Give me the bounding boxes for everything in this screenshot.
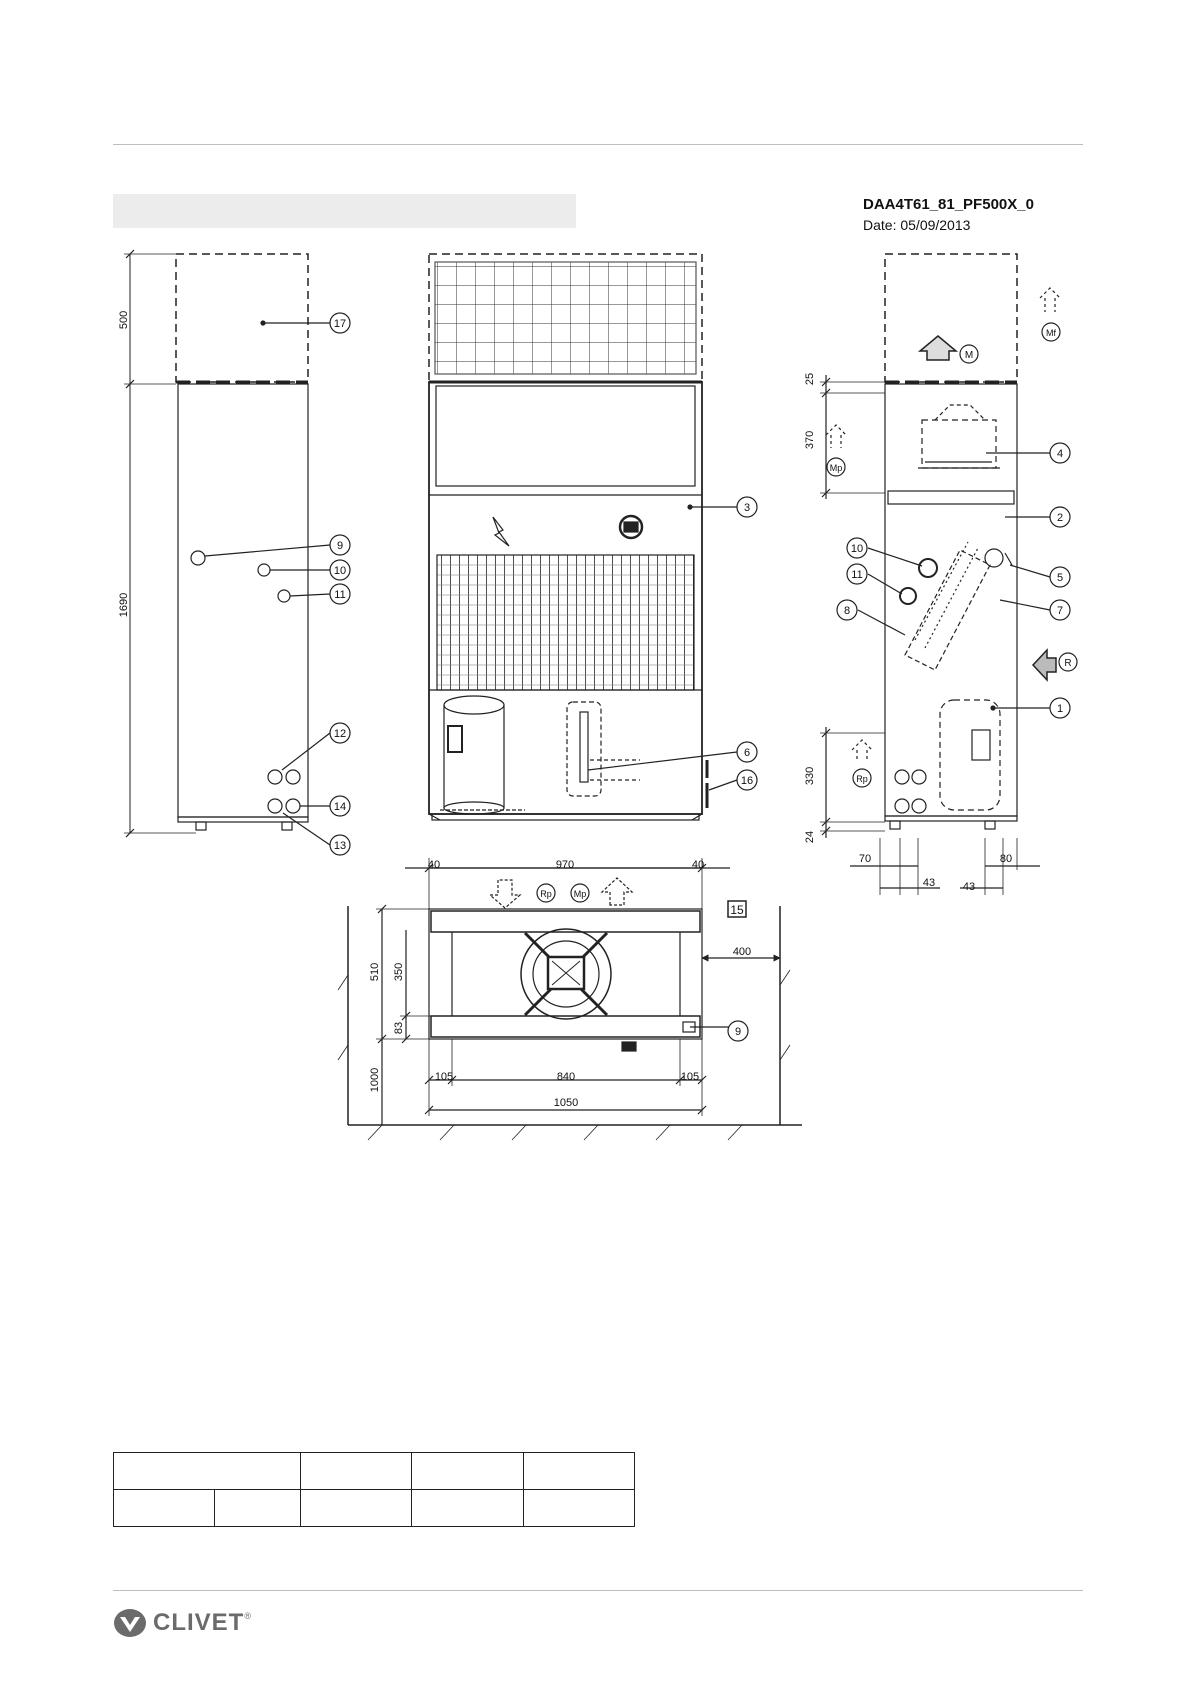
title-block-table: [113, 1452, 635, 1527]
dim-label: 500: [118, 310, 130, 330]
plan-box-label: 15: [730, 903, 744, 917]
air-label-m: M: [964, 350, 974, 361]
callout-label: 6: [743, 747, 751, 759]
brand-logo: [113, 1605, 251, 1641]
table-cell: [300, 1453, 411, 1490]
front-view: [429, 254, 737, 820]
brand-name: CLIVET: [153, 1609, 245, 1636]
table-cell: [412, 1453, 523, 1490]
dim-label: 350: [393, 962, 405, 982]
callout-label: 8: [843, 605, 851, 617]
table-cell: [114, 1490, 215, 1527]
dim-label: 370: [804, 430, 816, 450]
callout-label: 14: [333, 801, 347, 813]
dim-label: 83: [393, 1021, 405, 1035]
callout-label: 4: [1056, 448, 1064, 460]
callout-label: 12: [333, 728, 347, 740]
callout-label: 13: [333, 840, 347, 852]
callout-label: 11: [334, 589, 346, 601]
dim-label: 970: [555, 859, 575, 871]
callout-label: 9: [336, 540, 344, 552]
brand-mark: ®: [244, 1611, 251, 1621]
dim-label: 40: [691, 859, 705, 871]
dim-label: 1000: [369, 1067, 381, 1093]
dim-label: 40: [427, 859, 441, 871]
table-cell: [523, 1490, 634, 1527]
dim-label: 70: [858, 853, 872, 865]
callout-label: 10: [333, 565, 347, 577]
dim-label: 43: [962, 881, 976, 893]
air-label-mf: Mf: [1046, 328, 1056, 338]
drawing-code: DAA4T61_81_PF500X_0: [863, 196, 1034, 213]
callout-label: 3: [743, 502, 751, 514]
brand-logo-icon: [113, 1608, 147, 1638]
callout-label: 5: [1056, 572, 1064, 584]
dim-label: 510: [369, 962, 381, 982]
side-view-left: [124, 250, 330, 845]
plan-air-label-rp: Rp: [540, 889, 552, 899]
table-cell: [412, 1490, 523, 1527]
dim-label: 105: [680, 1071, 700, 1083]
air-label-rp: Rp: [856, 774, 868, 784]
callout-label: 7: [1056, 605, 1064, 617]
callout-label: 17: [333, 318, 347, 330]
dim-label: 25: [804, 372, 816, 386]
table-cell: [523, 1453, 634, 1490]
callout-label: 1: [1056, 703, 1064, 715]
dim-label: 24: [804, 830, 816, 844]
dim-label: 330: [804, 766, 816, 786]
plan-air-label-mp: Mp: [573, 889, 587, 899]
dim-label: 400: [732, 946, 752, 958]
callout-label: 11: [851, 569, 863, 581]
dim-label: 1690: [118, 592, 130, 618]
dim-label: 1050: [553, 1097, 579, 1109]
dim-label: 43: [922, 877, 936, 889]
callout-label: 2: [1056, 512, 1064, 524]
callout-label: 10: [850, 543, 864, 555]
table-cell: [215, 1490, 300, 1527]
table-cell: [300, 1490, 411, 1527]
air-label-mp: Mp: [829, 463, 843, 473]
dim-label: 840: [556, 1071, 576, 1083]
air-label-r: R: [1064, 658, 1072, 669]
footer-rule: [113, 1590, 1083, 1591]
callout-label: 9: [734, 1026, 742, 1038]
dim-label: 80: [999, 853, 1013, 865]
table-cell: [114, 1453, 301, 1490]
dim-label: 105: [434, 1071, 454, 1083]
drawing-date: Date: 05/09/2013: [863, 217, 971, 233]
callout-label: 16: [740, 775, 754, 787]
